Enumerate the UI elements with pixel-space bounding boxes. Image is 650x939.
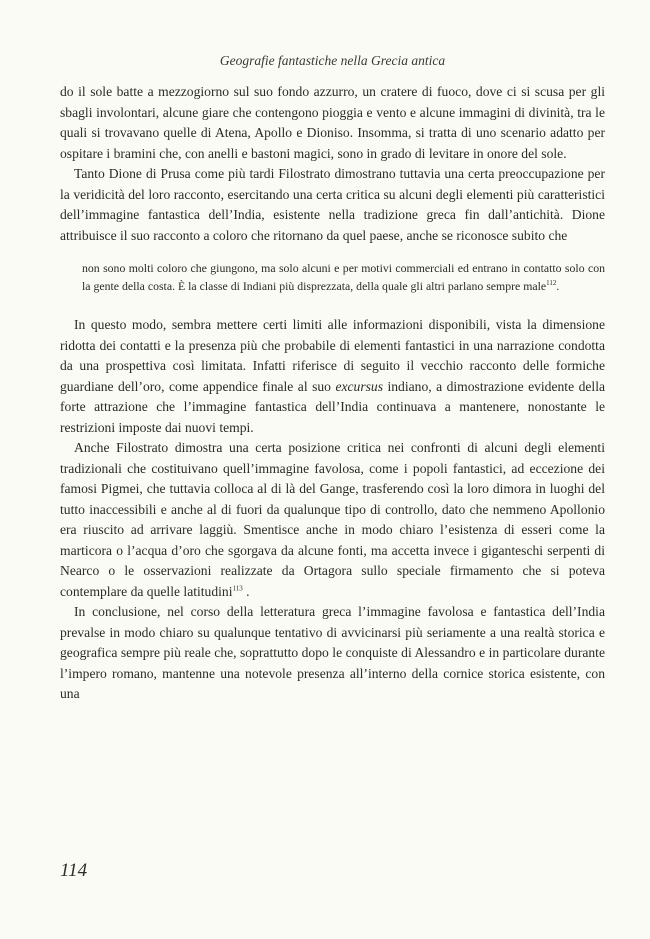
running-header: Geografie fantastiche nella Grecia antica	[219, 53, 446, 68]
paragraph-4	[60, 438, 605, 602]
block-quotation	[60, 260, 605, 295]
page-number: 114	[60, 860, 88, 881]
paragraph-3-part-a: In questo modo, sembra mettere certi limiti alle informazioni disponibili, vista la dimensione ridotta dei contatti e la presenza più che probabile di elementi fantastici in una narrazione condotta da una prospettiva così limitata. Infatti riferisce di seguito il vecchio racconto delle formiche guardiane dell’oro, come appendice finale al suo	[60, 317, 605, 394]
body-text	[60, 82, 605, 705]
paragraph-5: In conclusione, nel corso della letteratura greca l’immagine favolosa e fantastica dell’India prevalse in modo chiaro su qualunque tentativo di avvicinarsi più seriamente a una realtà storica e geografica sempre più reale che, soprattutto dopo le conquiste di Alessandro e in particolare durante l’impero romano, mantenne una notevole presenza all’interno della cornice storica esistente, con una	[60, 604, 605, 701]
paragraph-3-part-b: indiano, a dimostrazione evidente della forte attrazione che l’immagine fantastica dell’India continuava a mantenere, nonostante le restrizioni imposte dai nuovi tempi.	[60, 378, 605, 435]
paragraph-2: Tanto Dione di Prusa come più tardi Filostrato dimostrano tuttavia una certa preoccupazione per la veridicità del loro racconto, esercitando una certa critica su alcuni degli elementi più caratteristici dell’immagine fantastica dell’India, esistente nella tradizione greca fin dall’antichità. Dione attribuisce il suo racconto a coloro che ritornano da quel paese, anche se riconosce subito che	[60, 166, 605, 243]
paragraph-1: do il sole batte a mezzogiorno sul suo fondo azzurro, un cratere di fuoco, dove ci si scusa per gli sbagli involontari, alcune giare che contengono pioggia e vento e alcune immagini di divinità, tra le quali si trovavano quelle di Atena, Apollo e Dioniso. Insomma, si tratta di uno scenario adatto per ospitare i bramini che, con anelli e bastoni magici, sono in grado di levitare in onore del sole.	[60, 84, 605, 161]
quotation-text: non sono molti coloro che giungono, ma solo alcuni e per motivi commerciali ed entrano in contatto solo con la gente della costa. È la classe di Indiani più disprezzata, della quale gli altri parlano sempre male	[82, 261, 605, 293]
paragraph-3	[60, 315, 605, 438]
quotation-end: .	[556, 278, 560, 293]
footnote-ref-113[interactable]: 113	[232, 583, 243, 592]
footnote-ref-112[interactable]: 112	[546, 278, 557, 287]
paragraph-4-end: .	[242, 583, 250, 599]
paragraph-3-italic: excursus	[335, 378, 384, 394]
paragraph-4-text: Anche Filostrato dimostra una certa posizione critica nei confronti di alcuni degli elementi tradizionali che costituivano quell’immagine favolosa, come i popoli fantastici, ad eccezione dei famosi Pigmei, che tuttavia colloca al di là del Gange, trasferendo così la loro dimora in luoghi del tutto inaccessibili e anche al di fuori da qualunque tipo di controllo, dato che nemmeno Apollonio era riuscito ad arrivare laggiù. Smentisce anche in modo chiaro l’esistenza di esseri come la marticora o l’acqua d’oro che sgorgava da alcune fonti, ma accetta invece i giganteschi serpenti di Nearco o le osservazioni realizzate da Ortagora sullo speciale firmamento che si poteva contemplare da quelle latitudini	[60, 440, 605, 599]
